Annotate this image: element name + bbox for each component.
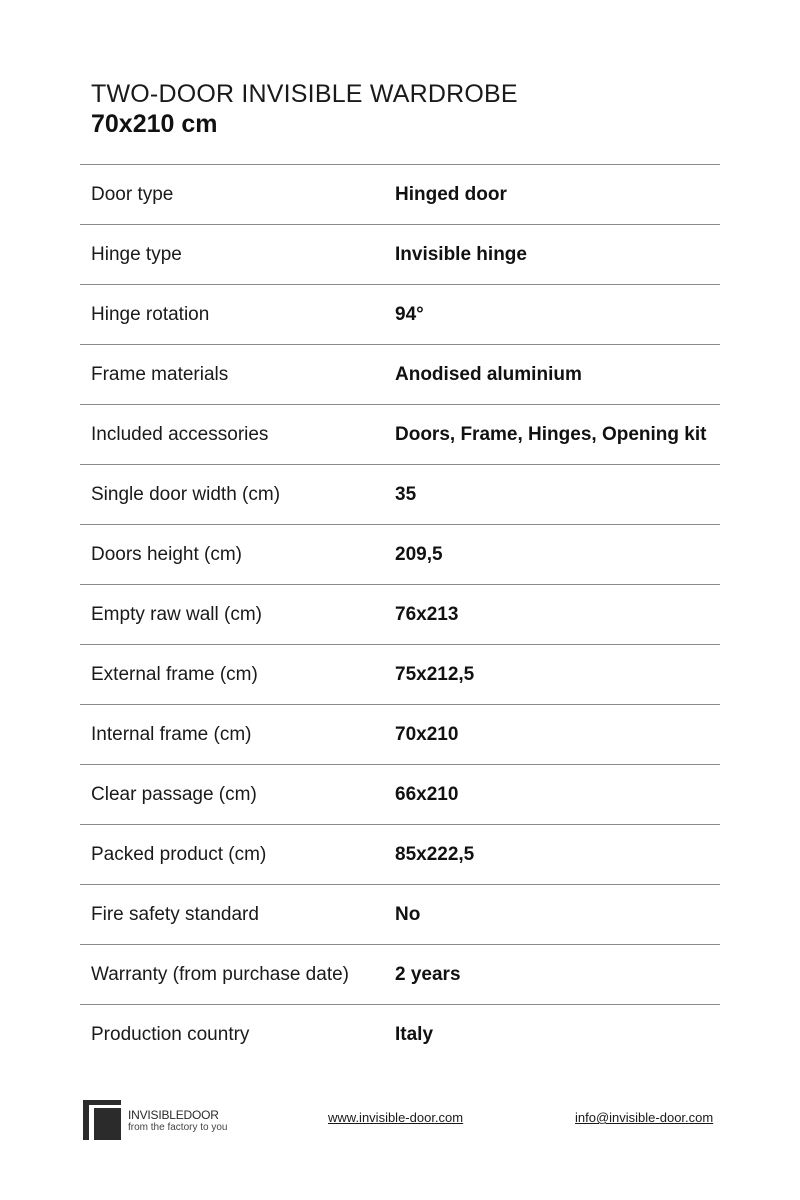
spec-row <box>80 285 720 345</box>
spec-label: Frame materials <box>91 363 229 385</box>
spec-row <box>80 765 720 825</box>
spec-row <box>80 165 720 225</box>
spec-label: Clear passage (cm) <box>91 783 257 805</box>
spec-value: 2 years <box>395 963 461 985</box>
footer <box>0 1096 800 1146</box>
spec-value: Hinged door <box>395 183 507 205</box>
spec-value: 66x210 <box>395 783 459 805</box>
spec-row <box>80 345 720 405</box>
spec-row <box>80 645 720 705</box>
spec-row <box>80 945 720 1005</box>
spec-label: Hinge rotation <box>91 303 210 325</box>
spec-label: Door type <box>91 183 174 205</box>
spec-value: 85x222,5 <box>395 843 475 865</box>
spec-row <box>80 585 720 645</box>
spec-label: Single door width (cm) <box>91 483 281 505</box>
spec-row <box>80 825 720 885</box>
spec-label: Internal frame (cm) <box>91 723 252 745</box>
page-subtitle: 70x210 cm <box>91 110 218 138</box>
spec-value: 35 <box>395 483 417 505</box>
spec-label: Fire safety standard <box>91 903 259 925</box>
spec-row <box>80 705 720 765</box>
spec-value: Italy <box>395 1024 434 1045</box>
spec-row <box>80 525 720 585</box>
spec-value: Invisible hinge <box>395 243 527 265</box>
page-title: TWO-DOOR INVISIBLE WARDROBE <box>91 80 518 108</box>
spec-value: No <box>395 903 421 925</box>
spec-value: Anodised aluminium <box>395 363 582 385</box>
spec-label: Warranty (from purchase date) <box>91 963 349 985</box>
spec-label: Packed product (cm) <box>91 843 267 865</box>
spec-label: Hinge type <box>91 243 182 265</box>
spec-row <box>80 225 720 285</box>
spec-label: Doors height (cm) <box>91 543 242 565</box>
spec-row <box>80 465 720 525</box>
brand-logo[interactable] <box>83 1100 228 1140</box>
logo-name: INVISIBLEDOOR <box>128 1108 219 1122</box>
header <box>91 79 518 139</box>
door-logo-icon <box>83 1100 123 1140</box>
spec-label: Empty raw wall (cm) <box>91 603 263 625</box>
spec-value: 76x213 <box>395 603 459 625</box>
spec-value: Doors, Frame, Hinges, Opening kit <box>395 423 707 445</box>
spec-label: Included accessories <box>91 423 269 445</box>
email-link[interactable]: info@invisible-door.com <box>575 1110 714 1125</box>
spec-value: 209,5 <box>395 543 443 565</box>
spec-value: 70x210 <box>395 723 459 745</box>
website-link[interactable]: www.invisible-door.com <box>328 1110 464 1125</box>
spec-label: External frame (cm) <box>91 663 258 685</box>
spec-value: 75x212,5 <box>395 663 475 685</box>
spec-label: Production country <box>91 1024 250 1045</box>
spec-value: 94° <box>395 303 424 325</box>
logo-tagline: from the factory to you <box>128 1122 228 1133</box>
spec-row <box>80 405 720 465</box>
spec-row <box>80 885 720 945</box>
spec-table <box>80 164 720 1065</box>
spec-row <box>80 1005 720 1065</box>
